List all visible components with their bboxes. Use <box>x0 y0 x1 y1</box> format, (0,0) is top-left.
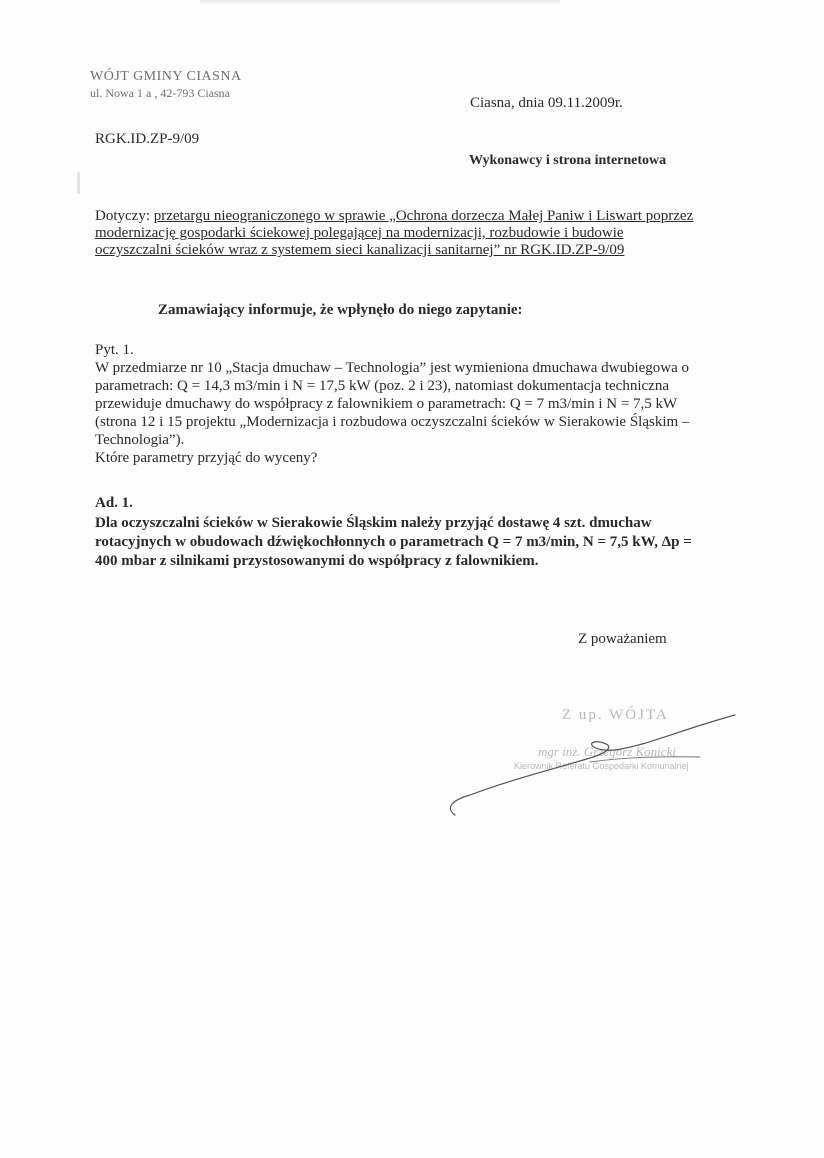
subject-label: Dotyczy: <box>95 208 154 224</box>
question-block <box>95 341 767 467</box>
scan-artifact-mark <box>77 172 80 194</box>
info-heading: Zamawiający informuje, że wpłynęło do niego zapytanie: <box>158 302 523 318</box>
stamp-title: Z up. WÓJTA <box>562 707 669 723</box>
reference-number: RGK.ID.ZP-9/09 <box>95 131 200 147</box>
question-line: W przedmiarze nr 10 „Stacja dmuchaw – Technologia” jest wymieniona dmuchawa dwubiegowa o <box>95 360 690 376</box>
handwritten-signature <box>440 700 740 830</box>
letterhead-address: ul. Nowa 1 a , 42-793 Ciasna <box>90 86 230 100</box>
question-line: parametrach: Q = 14,3 m3/min i N = 17,5 kW (poz. 2 i 23), natomiast dokumentacja techniczna <box>95 378 669 394</box>
subject-line: modernizację gospodarki ściekowej polegającej na modernizacji, rozbudowie i budowie <box>95 225 624 241</box>
recipients: Wykonawcy i strona internetowa <box>469 153 667 168</box>
stamp-role: Kierownik Referatu Gospodarki Komunalnej <box>514 761 689 771</box>
letterhead <box>90 68 242 100</box>
answer-line: rotacyjnych w obudowach dźwiękochłonnych o parametrach Q = 7 m3/min, N = 7,5 kW, Δp = <box>95 534 692 550</box>
scan-artifact-top <box>200 0 560 6</box>
question-line: Technologia”). <box>95 432 185 448</box>
question-line: przewiduje dmuchawy do współpracy z falownikiem o parametrach: Q = 7 m3/min i N = 7,5 kW <box>95 396 678 412</box>
closing-salutation: Z poważaniem <box>578 631 667 647</box>
letter-date: Ciasna, dnia 09.11.2009r. <box>470 95 623 111</box>
question-line: (strona 12 i 15 projektu „Modernizacja i rozbudowa oczyszczalni ścieków w Sierakowie Śląskim – <box>95 414 690 430</box>
subject-text: przetargu nieograniczonego w sprawie „Ochrona dorzecza Małej Paniw i Liswart poprzez <box>153 208 694 224</box>
answer-block <box>95 514 767 571</box>
subject-line <box>95 208 767 225</box>
question-line: Które parametry przyjąć do wyceny? <box>95 450 318 466</box>
subject-block <box>95 208 767 259</box>
letterhead-name: WÓJT GMINY CIASNA <box>90 69 242 84</box>
answer-line: 400 mbar z silnikami przystosowanymi do współpracy z falownikiem. <box>95 553 539 569</box>
question-label: Pyt. 1. <box>95 342 134 358</box>
answer-line: Dla oczyszczalni ścieków w Sierakowie Śląskim należy przyjąć dostawę 4 szt. dmuchaw <box>95 515 652 531</box>
stamp-name: mgr inż. Grzegorz Konicki <box>538 744 676 759</box>
subject-line: oczyszczalni ścieków wraz z systemem sieci kanalizacji sanitarnej” nr RGK.ID.ZP-9/09 <box>95 242 625 258</box>
answer-label: Ad. 1. <box>95 495 133 511</box>
